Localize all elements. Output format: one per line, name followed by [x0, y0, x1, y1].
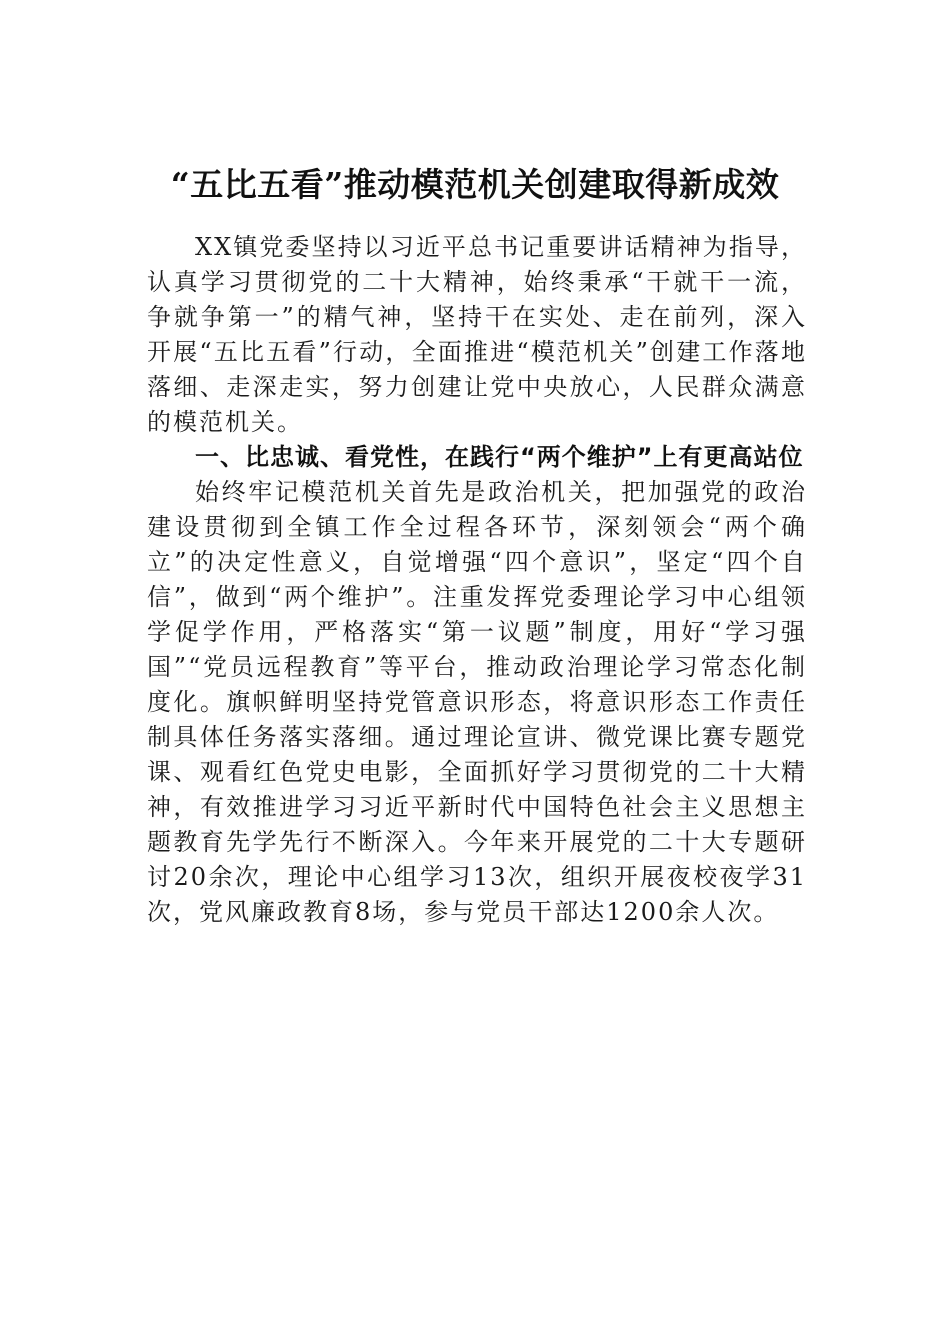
page-title: “五比五看”推动模范机关创建取得新成效 [170, 165, 780, 204]
section-paragraph: 始终牢记模范机关首先是政治机关，把加强党的政治建设贯彻到全镇工作全过程各环节，深刻领会“两个确立”的决定性意义，自觉增强“四个意识”，坚定“四个自信”，做到“两个维护”。注重发挥党委理论学习中心组领学促学作用，严格落实“第一议题”制度，用好“学习强国”“党员远程教育”等平台，推动政治理论学习常态化制度化。旗帜鲜明坚持党管意识形态，将意识形态工作责任制具体任务落实落细。通过理论宣讲、微党课比赛专题党课、观看红色党史电影，全面抓好学习贯彻党的二十大精神，有效推进学习习近平新时代中国特色社会主义思想主题教育先学先行不断深入。今年来开展党的二十大专题研讨20余次，理论中心组学习13次，组织开展夜校夜学31次，党风廉政教育8场，参与党员干部达1200余人次。 [147, 478, 807, 926]
intro-paragraph: XX镇党委坚持以习近平总书记重要讲话精神为指导，认真学习贯彻党的二十大精神，始终秉承“干就干一流，争就争第一”的精气神，坚持干在实处、走在前列，深入开展“五比五看”行动，全面推进“模范机关”创建工作落地落细、走深走实，努力创建让党中央放心，人民群众满意的模范机关。 [147, 233, 807, 436]
section-heading: 一、比忠诚、看党性，在践行“两个维护”上有更高站位 [195, 443, 804, 471]
document-body [147, 230, 807, 930]
